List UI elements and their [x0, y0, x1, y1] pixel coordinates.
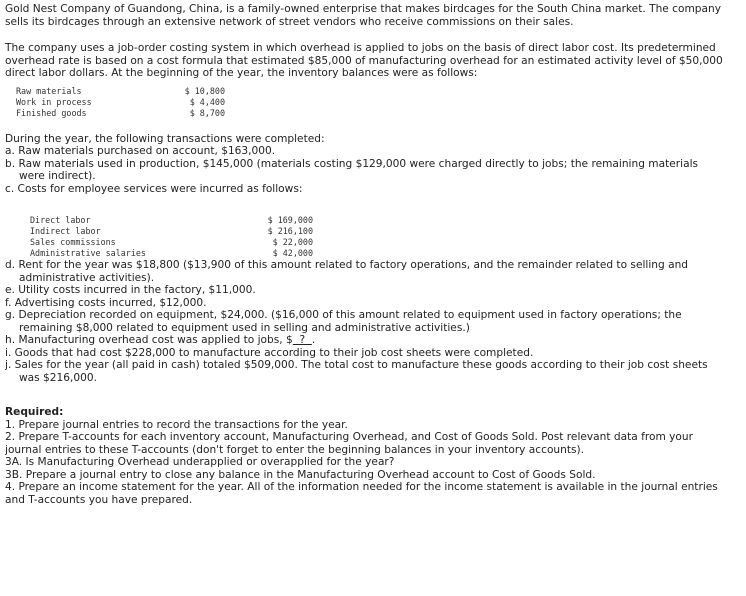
- transaction-i: i. Goods that had cost $228,000 to manufacture according to their job cost sheets were completed.: [5, 346, 534, 359]
- transaction-g: g. Depreciation recorded on equipment, $24,000. ($16,000 of this amount related to equipment used in factory operations; the: [5, 309, 682, 321]
- list-item: [5, 297, 741, 310]
- intro-paragraph: Gold Nest Company of Guandong, China, is a family-owned enterprise that makes birdcages for the South China market. The company sells its birdcages through an extensive network of street vendors who receive commissions on their sales.: [5, 3, 721, 28]
- requirement-2-continued: journal entries to these T-accounts (don't forget to enter the beginning balances in your inventory accounts).: [5, 443, 585, 456]
- transaction-a: a. Raw materials purchased on account, $163,000.: [5, 145, 276, 157]
- transaction-j: j. Sales for the year (all paid in cash) totaled $509,000. The total cost to manufacture these goods according to their job cost sheets: [5, 359, 708, 371]
- requirement-3a: 3A. Is Manufacturing Overhead underapplied or overapplied for the year?: [5, 456, 395, 468]
- table-row: [5, 226, 313, 237]
- transaction-h: h. Manufacturing overhead cost was applied to jobs, $: [5, 334, 293, 346]
- list-item: [5, 347, 741, 360]
- transaction-g-continued: remaining $8,000 related to equipment used in selling and administrative activities.): [19, 321, 470, 334]
- transaction-c: c. Costs for employee services were incurred as follows:: [5, 182, 303, 195]
- table-row: [5, 97, 225, 108]
- cost-value: $ 22,000: [272, 237, 313, 247]
- transaction-f: f. Advertising costs incurred, $12,000.: [5, 296, 207, 309]
- cost-label: Sales commissions: [30, 237, 116, 247]
- table-row: [5, 215, 313, 226]
- transaction-e: e. Utility costs incurred in the factory, $11,000.: [5, 284, 256, 296]
- list-item: [5, 145, 741, 158]
- cost-value: $ 42,000: [272, 248, 313, 258]
- list-item: [5, 259, 741, 284]
- list-item: [5, 158, 741, 183]
- beginning-balances-table: [5, 86, 225, 119]
- list-item: [5, 183, 741, 196]
- cost-label: Administrative salaries: [30, 248, 146, 258]
- cost-value: $ 169,000: [267, 215, 313, 225]
- answer-blank: ?: [292, 334, 312, 346]
- table-row: [5, 108, 225, 119]
- transaction-h-end: .: [311, 334, 316, 346]
- required-heading: Required:: [5, 406, 64, 418]
- requirement-4: 4. Prepare an income statement for the year. All of the information needed for the income statement is available in the journal entries: [5, 481, 718, 493]
- table-row: [5, 237, 313, 248]
- cost-value: $ 216,100: [267, 226, 313, 236]
- table-row: [5, 248, 313, 259]
- requirements-list: [5, 419, 741, 507]
- balance-value: $ 4,400: [189, 96, 225, 107]
- during-year-text: During the year, the following transactions were completed:: [5, 132, 325, 145]
- cost-label: Direct labor: [30, 215, 91, 225]
- cost-label: Indirect labor: [30, 226, 101, 236]
- transactions-list: [5, 145, 741, 195]
- balance-label: Raw materials: [16, 85, 82, 96]
- table-row: [5, 86, 225, 97]
- balance-value: $ 10,800: [184, 85, 225, 96]
- requirement-2: 2. Prepare T-accounts for each inventory account, Manufacturing Overhead, and Cost of Goods Sold. Post relevant data from your: [5, 431, 693, 443]
- problem-document: [5, 3, 741, 506]
- requirement-4-continued: and T-accounts you have prepared.: [5, 493, 193, 506]
- requirement-1: 1. Prepare journal entries to record the transactions for the year.: [5, 418, 348, 431]
- transaction-d: d. Rent for the year was $18,800 ($13,900 of this amount related to factory operations, and the remainder related to selling and: [5, 259, 689, 271]
- list-item: [5, 334, 741, 347]
- employee-costs-table: [5, 215, 313, 259]
- list-item: [5, 359, 741, 384]
- transaction-d-continued: administrative activities).: [19, 271, 155, 284]
- list-item: [5, 309, 741, 334]
- requirement-3b: 3B. Prepare a journal entry to close any balance in the Manufacturing Overhead account to Cost of Goods Sold.: [5, 468, 596, 481]
- balance-label: Work in process: [16, 96, 92, 107]
- costing-paragraph: The company uses a job-order costing system in which overhead is applied to jobs on the basis of direct labor cost. Its predetermined overhead rate is based on a cost formula that estimated $85,000 of manufacturing overhead for an estimated activity level of $50,000 direct labor dollars. At the beginning of the year, the inventory balances were as follows:: [5, 42, 723, 79]
- transaction-b-continued: were indirect).: [19, 170, 96, 182]
- balance-value: $ 8,700: [189, 107, 225, 118]
- transaction-b: b. Raw materials used in production, $145,000 (materials costing $129,000 were charged directly to jobs; the remaining materials: [5, 157, 699, 170]
- balance-label: Finished goods: [16, 107, 87, 118]
- transactions-list-continued: [5, 259, 741, 384]
- transaction-j-continued: was $216,000.: [19, 371, 97, 384]
- list-item: [5, 284, 741, 297]
